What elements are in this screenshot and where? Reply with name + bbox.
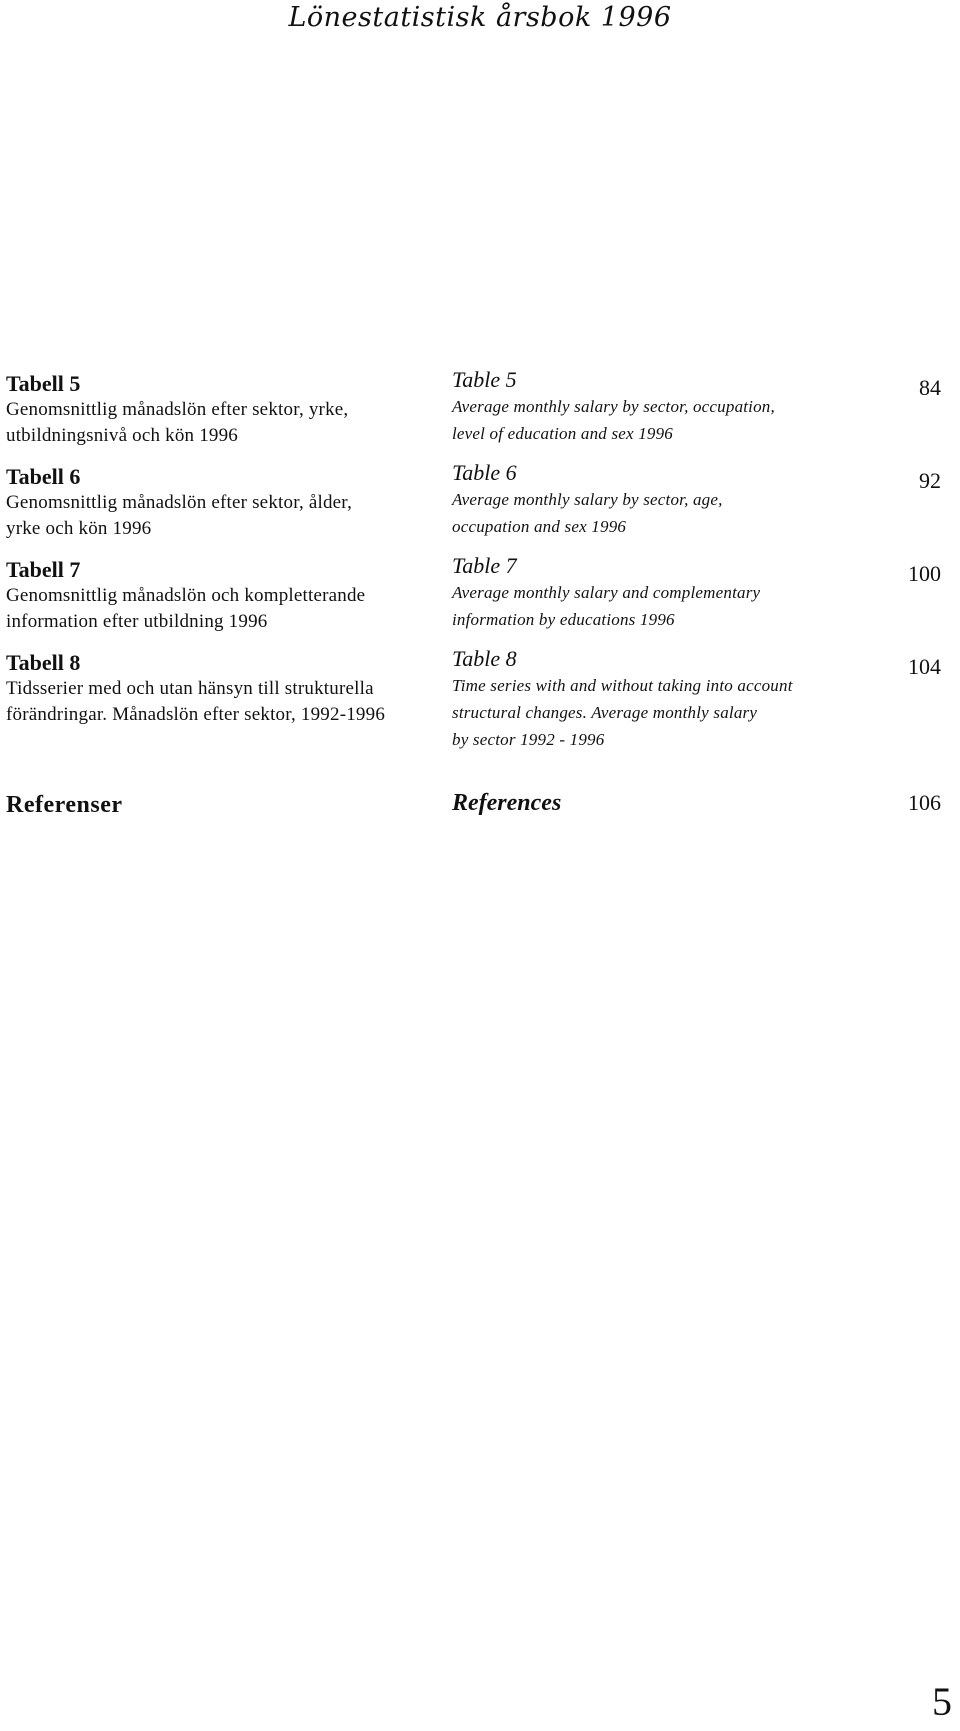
swedish-description-line: yrke och kön 1996 — [6, 518, 152, 539]
page-number: 92 — [919, 468, 941, 493]
swedish-description-line: Tidsserier med och utan hänsyn till strukturella — [6, 678, 374, 699]
toc-entry-table-8[interactable] — [6, 646, 941, 749]
toc-entry-table-7[interactable] — [6, 553, 941, 646]
swedish-column — [6, 367, 446, 449]
english-description-line: structural changes. Average monthly salary — [452, 703, 758, 722]
english-description-line: information by educations 1996 — [452, 610, 675, 629]
swedish-title: Tabell 5 — [6, 371, 81, 396]
page-number: 100 — [908, 561, 941, 586]
english-description-line: Average monthly salary by sector, occupation, — [452, 397, 775, 416]
english-description-line: Average monthly salary by sector, age, — [452, 490, 723, 509]
english-title: Table 5 — [452, 367, 517, 392]
toc-entry-references[interactable] — [6, 786, 941, 826]
swedish-description-line: Genomsnittlig månadslön efter sektor, ålder, — [6, 492, 353, 513]
english-column — [452, 553, 872, 633]
swedish-title: Tabell 8 — [6, 650, 81, 675]
swedish-description-line: information efter utbildning 1996 — [6, 611, 268, 632]
swedish-column — [6, 646, 446, 728]
swedish-description-line: förändringar. Månadslön efter sektor, 1992-1996 — [6, 704, 386, 725]
english-title: Table 8 — [452, 646, 517, 671]
english-title: Table 7 — [452, 553, 517, 578]
swedish-title: Tabell 7 — [6, 557, 81, 582]
page-number: 84 — [919, 375, 941, 400]
swedish-description-line: Genomsnittlig månadslön efter sektor, yrke, — [6, 399, 349, 420]
english-references-heading: References — [452, 790, 562, 816]
toc-entry-table-6[interactable] — [6, 460, 941, 553]
english-description-line: level of education and sex 1996 — [452, 424, 673, 443]
english-description-line: Average monthly salary and complementary — [452, 583, 761, 602]
table-of-contents — [6, 367, 941, 749]
swedish-column — [6, 460, 446, 542]
english-description-line: occupation and sex 1996 — [452, 517, 627, 536]
swedish-description-line: Genomsnittlig månadslön och kompletterande — [6, 585, 366, 606]
running-title: Lönestatistisk årsbok 1996 — [288, 2, 672, 33]
folio-page-number: 5 — [932, 1679, 952, 1724]
swedish-title: Tabell 6 — [6, 464, 81, 489]
english-title: Table 6 — [452, 460, 517, 485]
page-number: 106 — [908, 790, 941, 815]
page-number: 104 — [908, 654, 941, 679]
english-column — [452, 460, 872, 540]
english-description-line: Time series with and without taking into account — [452, 676, 793, 695]
toc-entry-table-5[interactable] — [6, 367, 941, 460]
swedish-column — [6, 553, 446, 635]
english-column — [452, 367, 872, 447]
english-description-line: by sector 1992 - 1996 — [452, 730, 605, 749]
english-column — [452, 646, 872, 753]
swedish-references-heading: Referenser — [6, 792, 123, 818]
swedish-description-line: utbildningsnivå och kön 1996 — [6, 425, 239, 446]
